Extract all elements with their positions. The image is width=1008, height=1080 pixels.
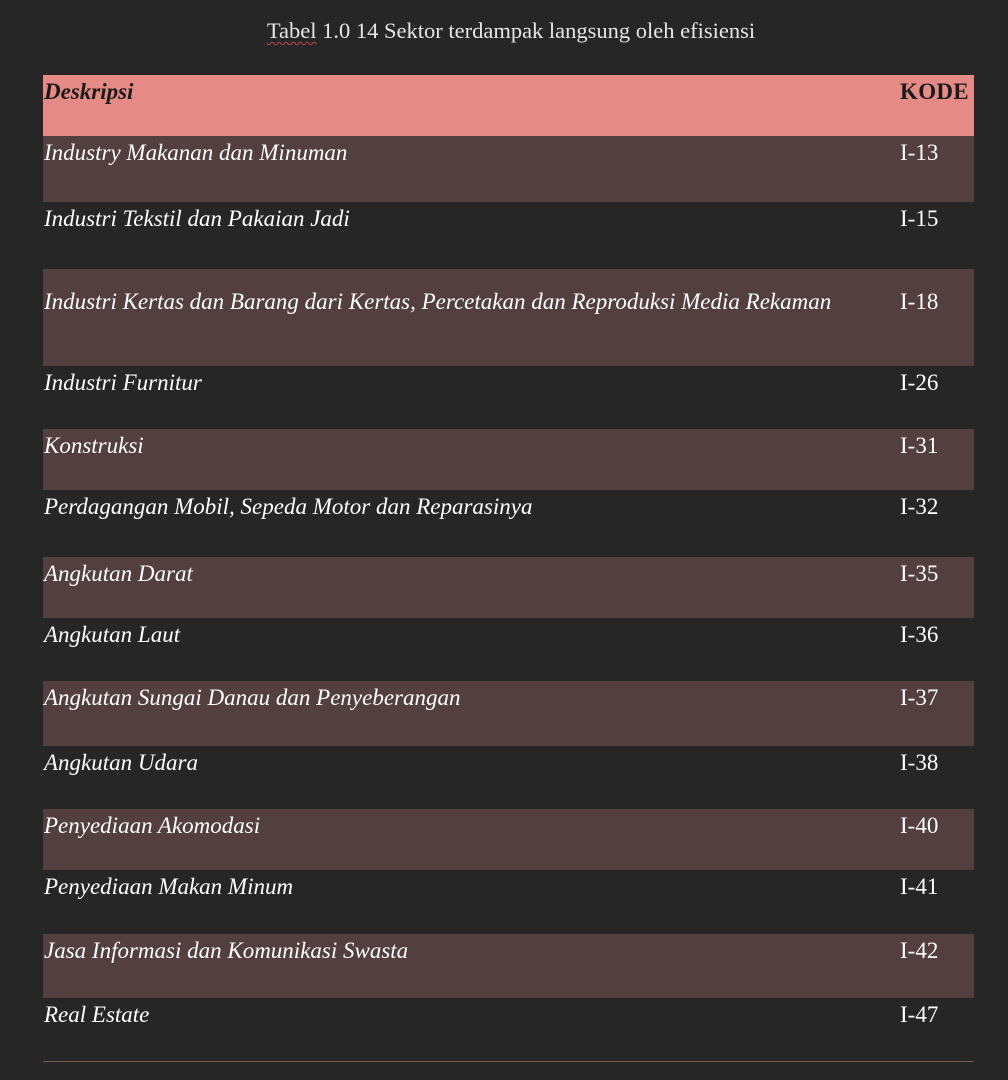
row-description: Industri Tekstil dan Pakaian Jadi (44, 206, 350, 231)
table-header-row (43, 75, 974, 136)
table-caption (0, 18, 1008, 44)
caption-first-word: Tabel (266, 18, 317, 43)
row-code: I-37 (900, 685, 939, 710)
row-description: Penyediaan Akomodasi (44, 813, 261, 838)
row-description: Angkutan Udara (44, 750, 198, 775)
row-description: Angkutan Laut (44, 622, 181, 647)
table-row (43, 429, 974, 490)
row-description: Angkutan Sungai Danau dan Penyeberangan (44, 685, 461, 710)
table-row (43, 490, 974, 557)
row-code: I-36 (900, 622, 939, 647)
row-description: Industri Furnitur (44, 370, 202, 395)
header-code: KODE (900, 79, 969, 104)
row-description: Industry Makanan dan Minuman (44, 140, 348, 165)
row-code: I-41 (900, 874, 939, 899)
table-row (43, 269, 974, 366)
row-code: I-26 (900, 370, 939, 395)
caption-rest: 1.0 14 Sektor terdampak langsung oleh efisiensi (316, 18, 756, 43)
row-description: Jasa Informasi dan Komunikasi Swasta (44, 938, 409, 963)
table-row (43, 366, 974, 429)
table-row (43, 870, 974, 934)
sector-table (43, 75, 974, 1060)
table-row (43, 998, 974, 1060)
table-bottom-rule (43, 1061, 974, 1062)
row-code: I-38 (900, 750, 939, 775)
row-description: Angkutan Darat (44, 561, 193, 586)
table-row (43, 934, 974, 998)
table-row (43, 136, 974, 202)
row-code: I-42 (900, 938, 939, 963)
row-description: Industri Kertas dan Barang dari Kertas, Percetakan dan Reproduksi Media Rekaman (44, 289, 832, 314)
row-code: I-31 (900, 433, 939, 458)
table-row (43, 809, 974, 870)
row-code: I-13 (900, 140, 939, 165)
row-description: Perdagangan Mobil, Sepeda Motor dan Reparasinya (44, 494, 533, 519)
table-row (43, 746, 974, 809)
table-row (43, 557, 974, 618)
table-row (43, 681, 974, 746)
table-row (43, 202, 974, 269)
header-description: Deskripsi (44, 79, 134, 104)
row-code: I-35 (900, 561, 939, 586)
row-code: I-47 (900, 1002, 939, 1027)
row-description: Konstruksi (44, 433, 144, 458)
row-description: Penyediaan Makan Minum (44, 874, 294, 899)
row-code: I-15 (900, 206, 939, 231)
row-code: I-32 (900, 494, 939, 519)
table-row (43, 618, 974, 681)
row-code: I-18 (900, 289, 939, 314)
row-description: Real Estate (44, 1002, 150, 1027)
row-code: I-40 (900, 813, 939, 838)
